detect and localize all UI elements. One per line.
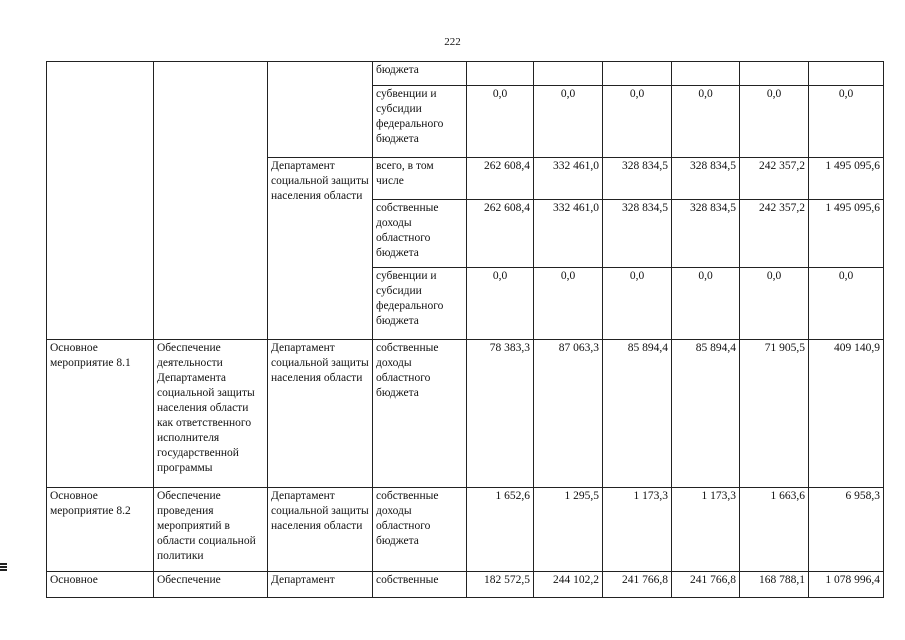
value-cell: 182 572,5 <box>467 572 534 598</box>
value-cell: 0,0 <box>740 268 809 340</box>
value-cell: 262 608,4 <box>467 158 534 200</box>
value-cell: 1 652,6 <box>467 488 534 572</box>
value-cell: 78 383,3 <box>467 340 534 488</box>
budget-table <box>46 61 884 598</box>
value-cell: 328 834,5 <box>672 200 740 268</box>
value-cell <box>809 62 884 86</box>
value-cell: 0,0 <box>467 268 534 340</box>
measure-cell: Основное <box>47 572 154 598</box>
value-cell: 0,0 <box>740 86 809 158</box>
executor-cell: Департамент <box>268 572 373 598</box>
value-cell: 332 461,0 <box>534 158 603 200</box>
value-cell: 0,0 <box>672 268 740 340</box>
executor-cell: Департамент социальной защиты населения области <box>268 488 373 572</box>
value-cell: 168 788,1 <box>740 572 809 598</box>
source-cell: собственные <box>373 572 467 598</box>
value-cell: 328 834,5 <box>672 158 740 200</box>
value-cell: 0,0 <box>603 268 672 340</box>
source-cell: собственные доходы областного бюджета <box>373 200 467 268</box>
table-row <box>47 340 884 488</box>
measure-cell: Основное мероприятие 8.1 <box>47 340 154 488</box>
value-cell: 0,0 <box>603 86 672 158</box>
executor-cell: Департамент социальной защиты населения области <box>268 158 373 340</box>
value-cell: 0,0 <box>809 268 884 340</box>
value-cell <box>672 62 740 86</box>
value-cell <box>603 62 672 86</box>
source-cell: собственные доходы областного бюджета <box>373 488 467 572</box>
source-cell: субвенции и субсидии федерального бюджета <box>373 268 467 340</box>
measure-cell <box>47 62 154 340</box>
value-cell: 71 905,5 <box>740 340 809 488</box>
value-cell: 409 140,9 <box>809 340 884 488</box>
value-cell: 1 663,6 <box>740 488 809 572</box>
value-cell: 1 173,3 <box>672 488 740 572</box>
table-row <box>47 62 884 86</box>
value-cell: 6 958,3 <box>809 488 884 572</box>
value-cell: 85 894,4 <box>603 340 672 488</box>
value-cell: 242 357,2 <box>740 200 809 268</box>
description-cell: Обеспечение деятельности Департамента социальной защиты населения области как ответственного исполнителя государственной программы <box>154 340 268 488</box>
value-cell: 328 834,5 <box>603 158 672 200</box>
margin-mark <box>0 563 7 572</box>
value-cell: 244 102,2 <box>534 572 603 598</box>
value-cell: 0,0 <box>534 86 603 158</box>
value-cell: 0,0 <box>672 86 740 158</box>
value-cell: 1 495 095,6 <box>809 200 884 268</box>
value-cell: 0,0 <box>534 268 603 340</box>
page-number: 222 <box>444 36 461 48</box>
value-cell <box>467 62 534 86</box>
value-cell: 241 766,8 <box>672 572 740 598</box>
value-cell: 1 495 095,6 <box>809 158 884 200</box>
value-cell: 85 894,4 <box>672 340 740 488</box>
executor-cell <box>268 62 373 158</box>
source-cell: бюджета <box>373 62 467 86</box>
measure-cell: Основное мероприятие 8.2 <box>47 488 154 572</box>
value-cell: 0,0 <box>467 86 534 158</box>
value-cell: 0,0 <box>809 86 884 158</box>
description-cell: Обеспечение проведения мероприятий в области социальной политики <box>154 488 268 572</box>
value-cell: 87 063,3 <box>534 340 603 488</box>
value-cell: 262 608,4 <box>467 200 534 268</box>
description-cell: Обеспечение <box>154 572 268 598</box>
value-cell: 332 461,0 <box>534 200 603 268</box>
description-cell <box>154 62 268 340</box>
source-cell: всего, в том числе <box>373 158 467 200</box>
source-cell: субвенции и субсидии федерального бюджета <box>373 86 467 158</box>
value-cell: 1 295,5 <box>534 488 603 572</box>
value-cell: 241 766,8 <box>603 572 672 598</box>
value-cell: 242 357,2 <box>740 158 809 200</box>
source-cell: собственные доходы областного бюджета <box>373 340 467 488</box>
value-cell <box>740 62 809 86</box>
value-cell <box>534 62 603 86</box>
value-cell: 1 078 996,4 <box>809 572 884 598</box>
value-cell: 328 834,5 <box>603 200 672 268</box>
value-cell: 1 173,3 <box>603 488 672 572</box>
table-row <box>47 488 884 572</box>
executor-cell: Департамент социальной защиты населения области <box>268 340 373 488</box>
table-row <box>47 572 884 598</box>
